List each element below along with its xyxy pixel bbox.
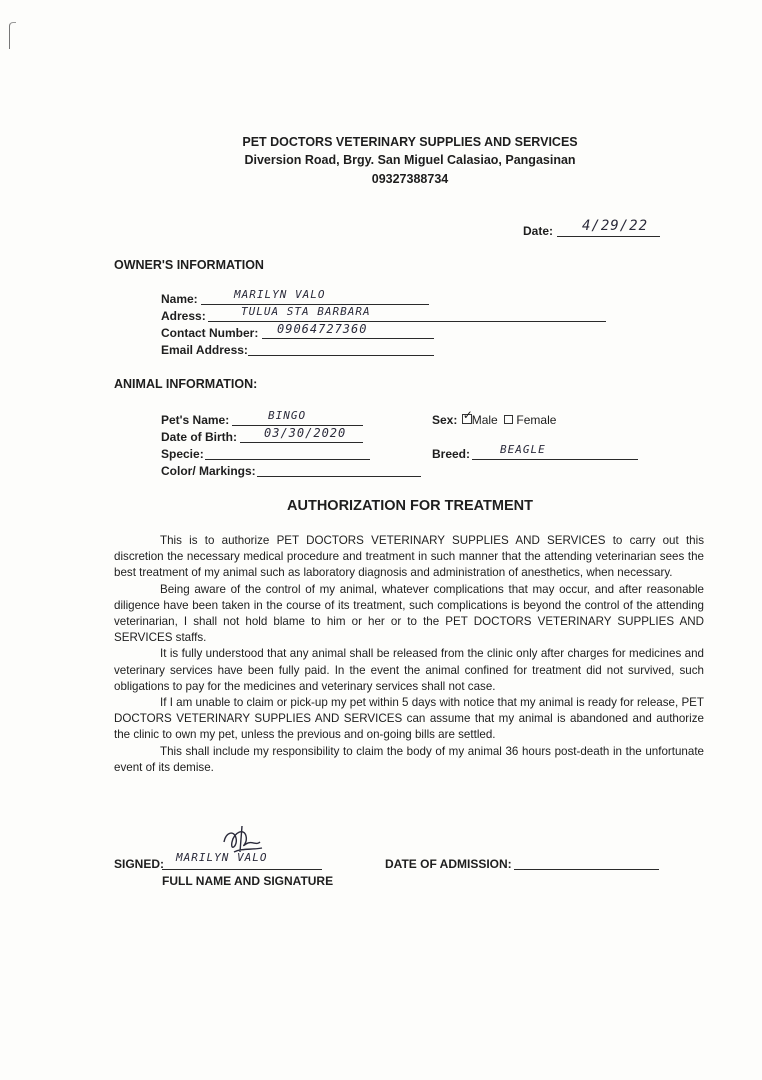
color-line — [257, 476, 421, 477]
color-label: Color/ Markings: — [161, 464, 256, 478]
owner-address-value: TULUA STA BARBARA — [241, 305, 371, 318]
check-mark-icon: ✓ — [462, 408, 473, 422]
sex-male-label: Male — [471, 413, 498, 427]
authorization-title: AUTHORIZATION FOR TREATMENT — [287, 498, 533, 514]
clinic-address: Diversion Road, Brgy. San Miguel Calasiao, Pangasinan — [244, 153, 576, 167]
owner-name-label: Name: — [161, 292, 198, 306]
signed-value: MARILYN VALO — [176, 851, 268, 864]
breed-label: Breed: — [432, 447, 471, 461]
dob-label: Date of Birth: — [161, 430, 237, 444]
authorization-paragraph: This is to authorize PET DOCTORS VETERINARY SUPPLIES AND SERVICES to carry out this discretion the necessary medical procedure and treatment in such manner that the attending veterinarian sees the best treatment of my animal such as laboratory diagnosis and administration of anesthetics, when necessary. — [114, 534, 704, 580]
date-label: Date: — [523, 224, 554, 238]
animal-heading: ANIMAL INFORMATION: — [114, 377, 258, 391]
admission-line — [514, 869, 659, 870]
date-line — [557, 236, 660, 237]
authorization-paragraph: Being aware of the control of my animal, whatever complications that may occur, and after reasonable diligence have been taken in the course of its treatment, such complications is beyond the control of the attending veterinarian, I shall not hold blame to him or her or to the PET DOCTORS VETERINARY SUPPLIES AND SERVICES staffs. — [114, 582, 704, 645]
clinic-phone: 09327388734 — [371, 172, 449, 186]
owner-name-value: MARILYN VALO — [234, 288, 326, 301]
owner-email-line — [248, 355, 434, 356]
authorization-paragraph: If I am unable to claim or pick-up my pet within 5 days with notice that my animal is ready for release, PET DOCTORS VETERINARY SUPPLIES AND SERVICES can assume that my animal is abandoned and authorize the clinic to own my pet, unless the previous and on-going bills are settled. — [114, 696, 704, 742]
clinic-name: PET DOCTORS VETERINARY SUPPLIES AND SERVICES — [242, 135, 578, 149]
sex-male-checkbox[interactable] — [462, 408, 473, 424]
breed-line — [472, 459, 638, 460]
authorization-body — [114, 533, 704, 776]
sex-label: Sex: — [432, 413, 458, 427]
pet-name-label: Pet's Name: — [161, 413, 230, 427]
owner-heading: OWNER'S INFORMATION — [114, 258, 264, 272]
sex-field — [432, 408, 557, 427]
date-value: 4/29/22 — [582, 218, 649, 234]
dob-line — [240, 442, 363, 443]
specie-line — [205, 459, 370, 460]
specie-label: Specie: — [161, 447, 204, 461]
authorization-paragraph: It is fully understood that any animal shall be released from the clinic only after charges for medicines and veterinary services have been fully paid. In the event the animal confined for treatment did not survived, such obligations to pay for the medicines and veterinary services shall not case. — [114, 647, 704, 693]
signature-caption: FULL NAME AND SIGNATURE — [162, 874, 334, 888]
owner-address-label: Adress: — [161, 309, 206, 323]
dob-value: 03/30/2020 — [264, 426, 347, 440]
sex-female-checkbox[interactable] — [504, 415, 513, 424]
owner-contact-label: Contact Number: — [161, 326, 259, 340]
signed-line — [162, 869, 322, 870]
owner-address-line — [208, 321, 606, 322]
sex-female-label: Female — [516, 413, 557, 427]
authorization-paragraph: This shall include my responsibility to claim the body of my animal 36 hours post-death in the unfortunate event of its demise. — [114, 744, 704, 774]
owner-email-label: Email Address: — [161, 343, 248, 357]
owner-contact-line — [262, 338, 434, 339]
scan-mark — [9, 22, 16, 49]
breed-value: BEAGLE — [500, 443, 546, 456]
pet-name-value: BINGO — [268, 409, 307, 422]
owner-contact-value: 09064727360 — [277, 322, 368, 336]
signed-label: SIGNED: — [114, 857, 165, 871]
admission-label: DATE OF ADMISSION: — [385, 857, 512, 871]
